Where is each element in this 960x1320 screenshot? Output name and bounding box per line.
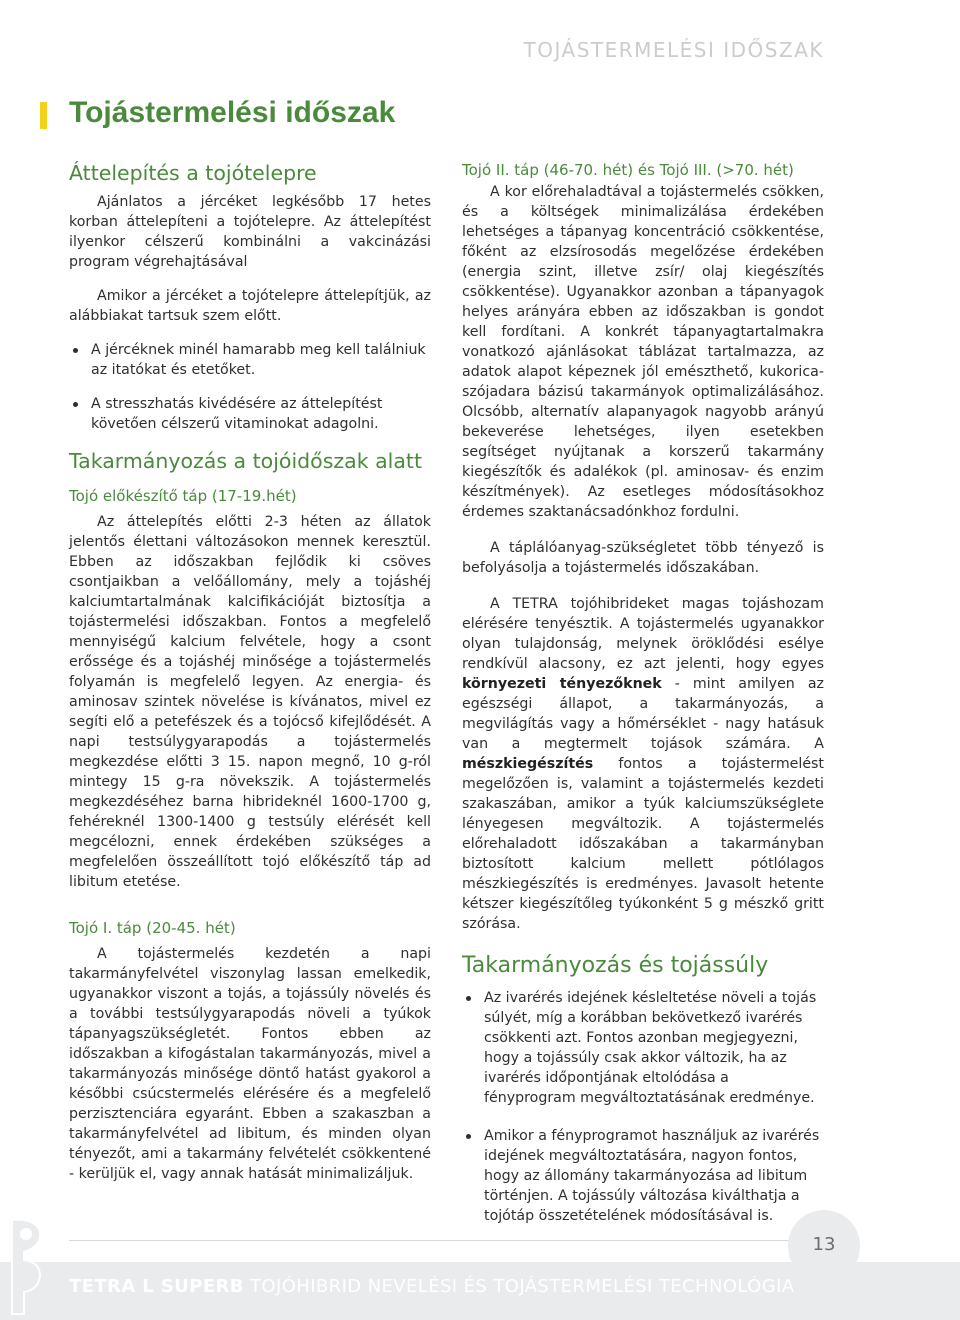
paragraph-phase1-feed: A tojástermelés kezdetén a napi takarmányfelvétel viszonylag lassan emelkedik, ugyanakkor viszont a tojás, a tojássúly növelés és a további testsúlygyarapodás növeli a tyúkok tápanyagszükségletét. Fontos ebben az időszakban a kifogástalan takarmányozás, mivel a takarmányozás minősége döntő hatást gyakorol a későbbi csúcstermelés elérésére és a megfelelő perzisztenciára egyaránt. Ebben a szakaszban a takarmányfelvétel ad libitum, és minden olyan tényezőt, ami a takarmány felvételét csökkentené - kerüljük el, vagy annak hatását minimalizáljuk.: [69, 946, 431, 1182]
footer-brand: TETRA L SUPERB: [69, 1276, 244, 1297]
paragraph-nutrient-need: A táplálóanyag-szükségletet több tényező is befolyásolja a tojástermelés időszakában.: [462, 540, 824, 576]
list-item: A jércéknek minél hamarabb meg kell találniuk az itatókat és etetőket.: [69, 340, 431, 380]
heading-phase1-feed: Tojó I. táp (20-45. hét): [69, 919, 236, 937]
footer-rule: [69, 1240, 804, 1241]
bold-environmental-factors: környezeti tényezőknek: [462, 676, 662, 692]
tetra-logo-icon: [6, 1216, 48, 1316]
list-item: A stresszhatás kivédésére az áttelepítést követően célszerű vitaminokat adagolni.: [69, 394, 431, 434]
heading-prelay-feed: Tojó előkészítő táp (17-19.hét): [69, 487, 297, 505]
page-number: 13: [812, 1234, 836, 1255]
right-column: [462, 160, 824, 1240]
footer-publication-title: [69, 1276, 795, 1297]
bold-lime-supplement: mészkiegészítés: [462, 756, 594, 772]
paragraph-relocation-1: Ajánlatos a jércéket legkésőbb 17 hetes korban áttelepíteni a tojótelepre. Az áttelepítést ilyenkor célszerű kombinálni a vakcinázási program végrehajtásával: [69, 194, 431, 270]
running-head: TOJÁSTERMELÉSI IDŐSZAK: [523, 38, 824, 62]
list-item: Az ivarérés idejének késleltetése növeli a tojás súlyét, míg a korábban bekövetkező ivarérés csökkenti azt. Fontos azonban megjegyezni, hogy a tojássúly csak akkor változik, ha az ivarérés időpontjának eltolódása a fényprogram megváltoztatásának eredménye.: [462, 988, 824, 1108]
page-title: Tojástermelési időszak: [69, 96, 396, 129]
title-accent-bar: [40, 102, 47, 129]
paragraph-phase23-feed: A kor előrehaladtával a tojástermelés csökken, és a költségek minimalizálása érdekében lehetséges a tápanyag koncentráció csökkentése, főként az elzsírosodás megelőzése érdekében (energia szint, illetve zsír/ olaj kiegészítés csökkentése). Ugyanakkor azonban a tápanyagok helyes arányára ebben az időszakban is gondot kell fordítani. A konkrét tápanyagtartalmakra vonatkozó ajánlásokat táblázat tartalmazza, az adatok alapot képeznek jól emészthető, kukorica-szójadara bázisú takarmányok optimalizálásához. Olcsóbb, alternatív alapanyagok nagyobb arányú bekeverése lehetséges, ilyen esetekben segítséget nyújtanak a korszerű takarmány kiegészítők és adalékok (pl. aminosav- és enzim készítmények). Az esetleges módosításokhoz érdemes szaktanácsadónkhoz fordulni.: [462, 184, 824, 520]
list-item: Amikor a fényprogramot használjuk az ivarérés idejének megváltoztatására, nagyon fontos, hogy az állomány takarmányozása ad libitum történjen. A tojássúly változása kiválthatja a tojótáp összetételének módosításával is.: [462, 1126, 824, 1226]
paragraph-tetra-hybrids: [462, 594, 824, 934]
heading-phase23-feed: Tojó II. táp (46-70. hét) és Tojó III. (>70. hét): [462, 161, 794, 179]
paragraph-text: A TETRA tojóhibrideket magas tojáshozam elérésére tenyésztik. A tojástermelés ugyanakkor olyan tulajdonság, melynek öröklődési esélye rendkívül alacsony, ez azt jelenti, hogy egyes: [462, 596, 824, 672]
heading-feeding-egg-weight: Takarmányozás és tojássúly: [462, 953, 769, 978]
egg-weight-bullet-list: [462, 988, 824, 1226]
paragraph-prelay-feed: Az áttelepítés előtti 2-3 héten az állatok jelentős élettani változásokon mennek keresztül. Ebben az időszakban fejlődik ki csöves csontjaikban a velőállomány, mely a tojáshéj kalciumtartalmának kalcifikációját biztosítja a tojástermelési időszakban. Fontos a megfelelő mennyiségű kalcium felvétele, hogy a csont erőssége és a tojáshéj minősége a tojástermelés folyamán is megfelelő legyen. Az energia- és aminosav szintek növelése is kívánatos, mivel ez segíti elő a petefészek és a tojócső kifejlődését. A napi testsúlygyarapodás a tojástermelés megkezdése előtti 3 15. napon megnő, 10 g-ról mintegy 15 g-ra növekszik. A tojástermelés megkezdéséhez barna hibrideknél 1600-1700 g, fehéreknél 1300-1400 g testsúly elérését kell megcélozni, ennek érdekében szükséges a megfelelően összeállított tojó előkészítő táp ad libitum etetése.: [69, 514, 431, 890]
paragraph-text: fontos a tojástermelést megelőzően is, valamint a tojástermelés kezdeti szakaszában, amikor a tyúk kalciumszükséglete lényegesen megváltozik. A tojástermelés előrehaladott időszakában a takarmányban biztosított kalcium mellett pótlólagos mészkiegészítés is eredményes. Javasolt hetente kétszer kiegészítőleg tyúkonként 5 g mészkő gritt szórása.: [462, 756, 824, 932]
left-column: [69, 160, 431, 1184]
relocation-bullet-list: [69, 340, 431, 434]
heading-feeding-laying: Takarmányozás a tojóidőszak alatt: [69, 449, 422, 473]
footer-title-rest: TOJÓHIBRID NEVELÉSI ÉS TOJÁSTERMELÉSI TECHNOLÓGIA: [243, 1276, 795, 1297]
paragraph-relocation-2: Amikor a jércéket a tojótelepre áttelepítjük, az alábbiakat tartsuk szem előtt.: [69, 288, 431, 324]
heading-relocation: Áttelepítés a tojótelepre: [69, 161, 317, 185]
paragraph-text: - mint amilyen az egészségi állapot, a takarmányozás, a megvilágítás vagy a hőmérséklet - nagy hatásuk van a megtermelt tojások számára. A: [462, 676, 824, 752]
